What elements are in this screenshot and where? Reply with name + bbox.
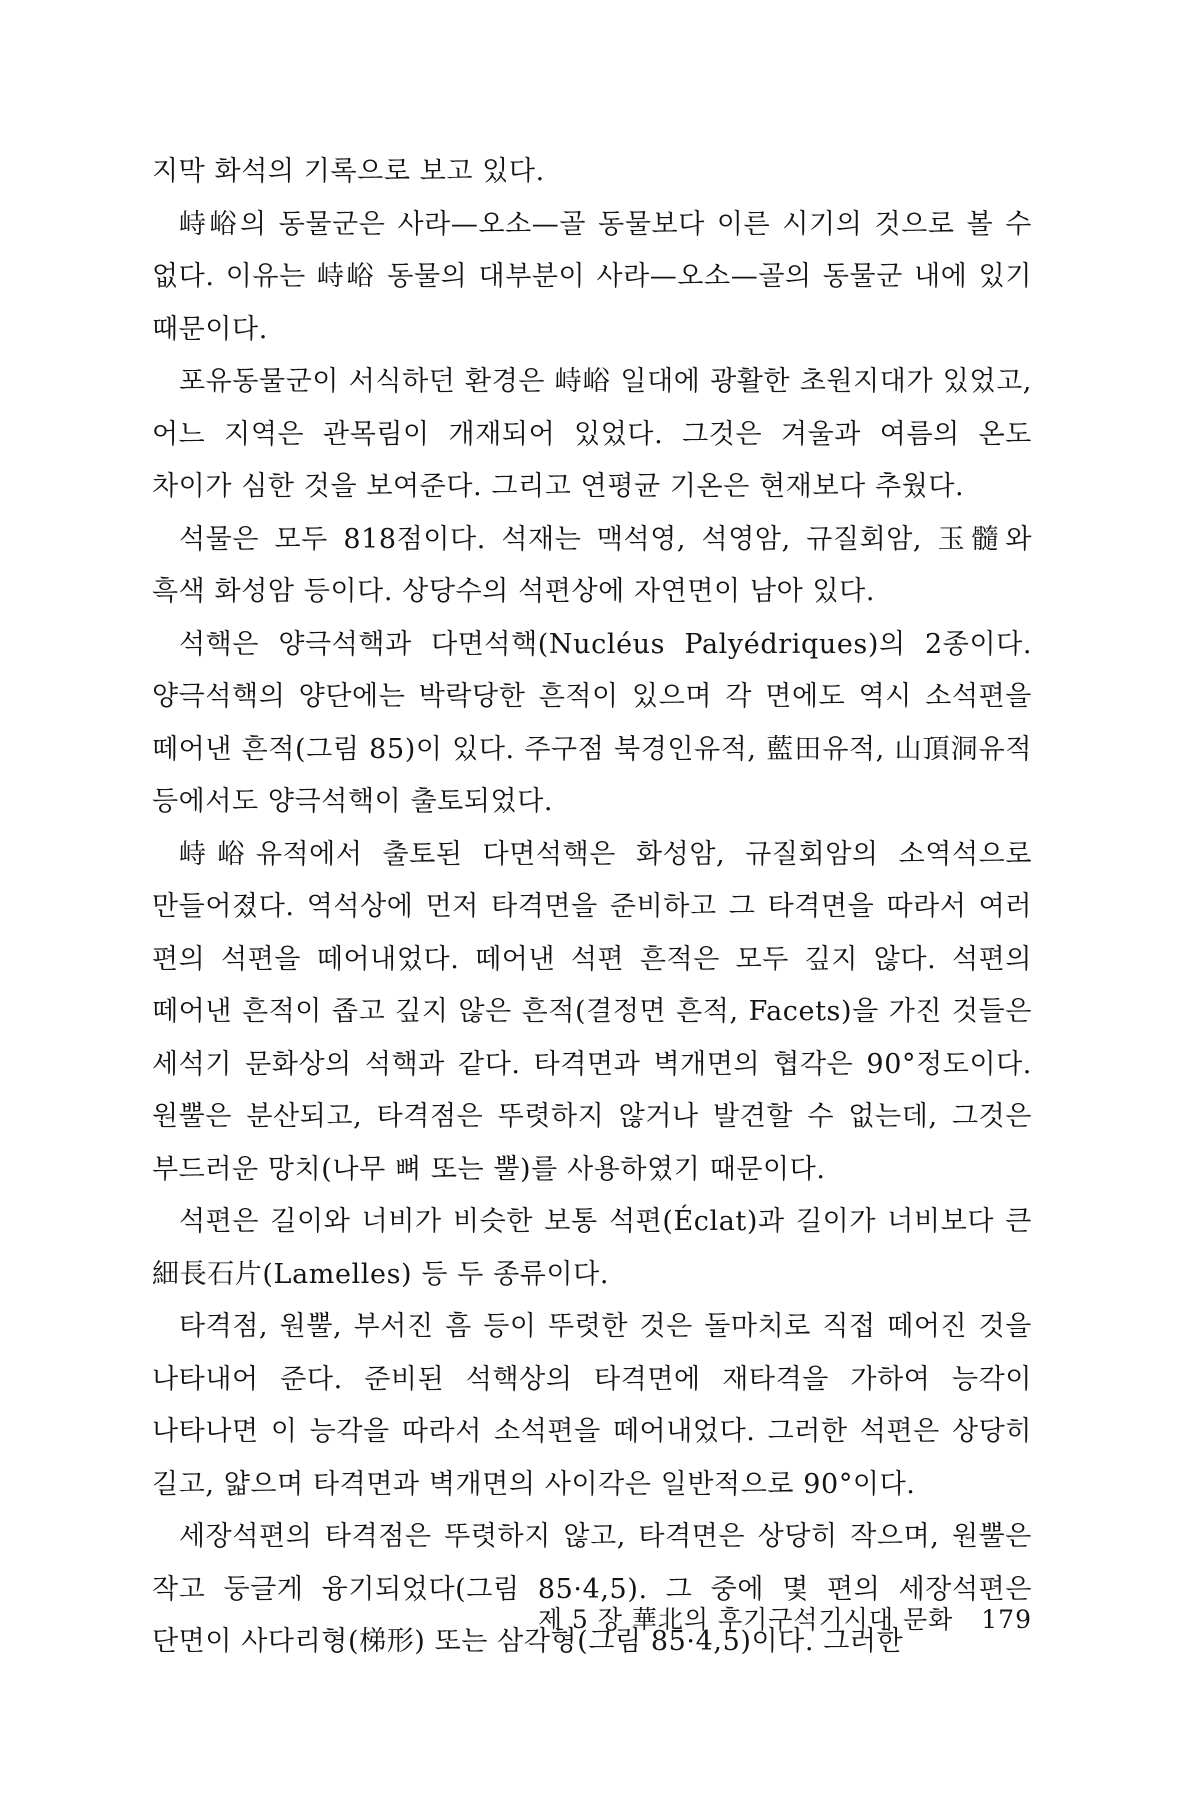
chapter-title: 제 5 장 華北의 후기구석기시대 문화 — [537, 1605, 954, 1634]
page-number: 179 — [981, 1605, 1032, 1634]
paragraph-3: 포유동물군이 서식하던 환경은 峙峪 일대에 광활한 초원지대가 있었고, 어느 지역은 관목림이 개재되어 있었다. 그것은 겨울과 여름의 온도 차이가 심한 것을 보여준다. 그리고 연평균 기온은 현재보다 추웠다. — [152, 366, 1032, 502]
paragraph-6: 峙峪유적에서 출토된 다면석핵은 화성암, 규질회암의 소역석으로 만들어졌다. 역석상에 먼저 타격면을 준비하고 그 타격면을 따라서 여러 편의 석편을 떼어내었다. 떼어낸 석편 흔적은 모두 깊지 않다. 석편의 떼어낸 흔적이 좁고 깊지 않은 흔적(결정면 흔적, Facets)을 가진 것들은 세석기 문화상의 석핵과 같다. 타격면과 벽개면의 협각은 90°정도이다. 원뿔은 분산되고, 타격점은 뚜렷하지 않거나 발견할 수 없는데, 그것은 부드러운 망치(나무 뼈 또는 뿔)를 사용하였기 때문이다. — [152, 838, 1032, 1185]
paragraph-4: 석물은 모두 818점이다. 석재는 맥석영, 석영암, 규질회암, 玉髓와 흑색 화성암 등이다. 상당수의 석편상에 자연면이 남아 있다. — [152, 523, 1032, 607]
paragraph-2: 峙峪의 동물군은 사라—오소—골 동물보다 이른 시기의 것으로 볼 수 없다. 이유는 峙峪 동물의 대부분이 사라—오소—골의 동물군 내에 있기 때문이다. — [152, 208, 1032, 345]
paragraph-8: 타격점, 원뿔, 부서진 흠 등이 뚜렷한 것은 돌마치로 직접 떼어진 것을 나타내어 준다. 준비된 석핵상의 타격면에 재타격을 가하여 능각이 나타나면 이 능각을 따라서 소석편을 떼어내었다. 그러한 석편은 상당히 길고, 얇으며 타격면과 벽개면의 사이각은 일반적으로 90°이다. — [152, 1311, 1032, 1500]
paragraph-5: 석핵은 양극석핵과 다면석핵(Nucléus Palyédriques)의 2종이다. 양극석핵의 양단에는 박락당한 흔적이 있으며 각 면에도 역시 소석편을 떼어낸 흔적(그림 85)이 있다. 주구점 북경인유적, 藍田유적, 山頂洞유적 등에서도 양극석핵이 출토되었다. — [152, 628, 1032, 817]
page-footer — [538, 1600, 1032, 1636]
paragraph-1: 지막 화석의 기록으로 보고 있다. — [152, 156, 545, 187]
paragraph-9: 세장석편의 타격점은 뚜렷하지 않고, 타격면은 상당히 작으며, 원뿔은 작고 둥글게 융기되었다(그림 85·4,5). 그 중에 몇 편의 세장석편은 단면이 사다리형(梯形) 또는 삼각형(그림 85·4,5)이다. 그러한 — [152, 1521, 1032, 1657]
paragraph-7: 석편은 길이와 너비가 비슷한 보통 석편(Éclat)과 길이가 너비보다 큰 細長石片(Lamelles) 등 두 종류이다. — [152, 1206, 1032, 1290]
body-text — [152, 146, 1032, 1669]
